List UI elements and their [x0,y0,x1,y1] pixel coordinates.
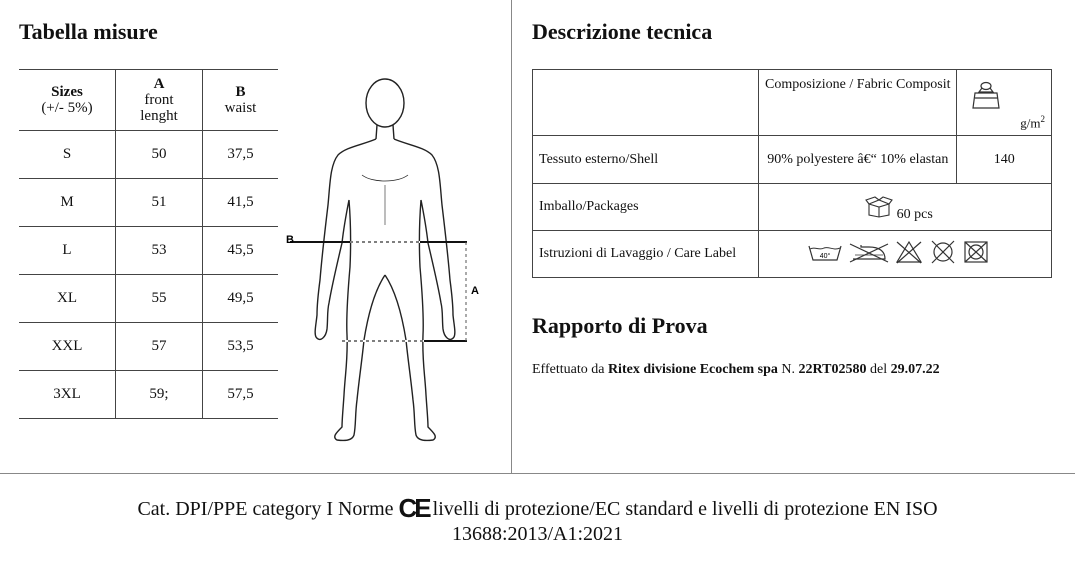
a-header-letter: A [153,76,165,92]
packages-value: 60 pcs [896,207,933,222]
b-cell: 45,5 [203,227,279,275]
size-cell: L [19,227,116,275]
a-marker-label: A [471,285,479,297]
test-report-text [532,362,940,378]
a-cell: 50 [116,131,203,179]
wash-temp: 40° [819,252,831,260]
size-cell: M [19,179,116,227]
packages-value-cell [759,184,1052,231]
sizes-header [19,70,116,131]
a-cell: 53 [116,227,203,275]
table-row [19,179,278,227]
a-cell: 57 [116,323,203,371]
table-row [19,131,278,179]
a-cell: 55 [116,275,203,323]
composition-header: Composizione / Fabric Composit [759,70,957,136]
b-cell: 53,5 [203,323,279,371]
report-prefix: Effettuato da [532,362,608,377]
dryclean-crossed-icon [928,239,958,270]
b-cell: 41,5 [203,179,279,227]
size-cell: XL [19,275,116,323]
size-table [19,69,278,419]
report-number-label: N. [777,362,799,377]
report-date-label: del [866,362,891,377]
b-header [203,70,279,131]
table-row [19,227,278,275]
tech-table [532,69,1052,278]
body-measurement-figure [280,75,495,450]
table-row [19,371,278,419]
wash-40-icon [807,241,843,268]
tech-description-title: Descrizione tecnica [532,19,713,44]
a-cell: 51 [116,179,203,227]
footer-text-1: Cat. DPI/PPE category I Norme [137,498,394,520]
footer-line-1 [0,493,1075,523]
a-header-desc: front [144,92,174,108]
b-cell: 57,5 [203,371,279,419]
bleach-crossed-icon [894,239,924,270]
report-number: 22RT02580 [798,362,867,377]
b-header-letter: B [235,84,246,100]
tumble-dry-crossed-icon [961,239,991,270]
footer-text-2: livelli di protezione/EC standard e livelli di protezione EN ISO [432,498,938,520]
test-report-title: Rapporto di Prova [532,313,708,338]
report-date: 29.07.22 [890,362,940,377]
ce-mark-icon: CE [398,493,429,523]
b-cell: 37,5 [203,131,279,179]
weight-header [957,70,1052,136]
weight-unit [1020,114,1045,131]
size-table-title: Tabella misure [19,19,158,44]
footer-divider [0,473,1075,474]
b-marker-label: B [286,234,294,246]
size-cell: 3XL [19,371,116,419]
a-header-desc2: lenght [140,108,178,124]
iron-crossed-icon [847,241,891,268]
b-header-desc: waist [224,100,257,116]
shell-label: Tessuto esterno/Shell [533,136,759,184]
weight-unit-sup: 2 [1040,113,1045,124]
tech-header-empty [533,70,759,136]
column-divider [511,0,512,474]
box-icon [865,196,893,218]
footer-line-2: 13688:2013/A1:2021 [451,523,624,545]
a-header [116,70,203,131]
weight-unit-text: g/m [1020,115,1041,130]
care-label: Istruzioni di Lavaggio / Care Label [533,231,759,278]
shell-weight: 140 [957,136,1052,184]
footer-note [0,493,1075,547]
weight-icon [971,78,1005,114]
human-silhouette-icon [315,79,455,440]
report-company: Ritex divisione Ecochem spa [607,362,778,377]
a-cell: 59; [116,371,203,419]
tolerance-label: (+/- 5%) [41,100,93,116]
table-row [19,275,278,323]
care-icons [759,231,1052,278]
shell-composition: 90% polyestere â€“ 10% elastan [759,136,957,184]
size-cell: XXL [19,323,116,371]
packages-label: Imballo/Packages [533,184,759,231]
b-cell: 49,5 [203,275,279,323]
size-cell: S [19,131,116,179]
table-row [19,323,278,371]
sizes-header-label: Sizes [51,84,83,100]
